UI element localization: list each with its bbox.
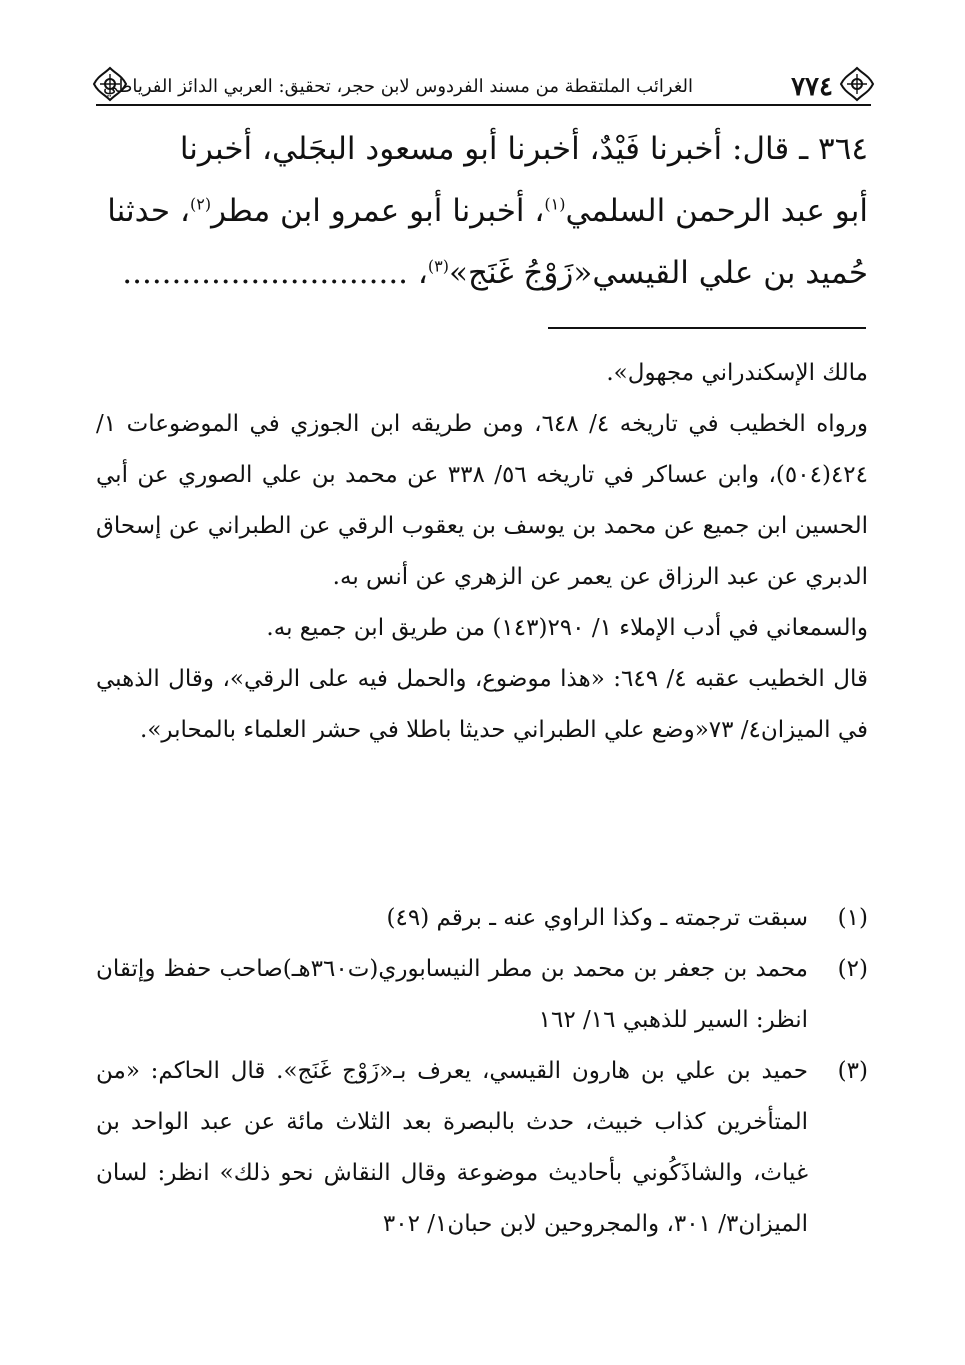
footnote-text: سبقت ترجمته ـ وكذا الراوي عنه ـ برقم (٤٩) (386, 905, 808, 931)
running-title: الغرائب الملتقطة من مسند الفردوس لابن حجر، تحقيق: العربي الدائز الفرياطي (103, 76, 693, 97)
footnote (96, 1046, 868, 1250)
footnote (96, 893, 868, 944)
note-paragraph: والسمعاني في أدب الإملاء ١/ ٢٩٠(١٤٣) من طريق ابن جميع به. (266, 615, 868, 641)
note-paragraph: ورواه الخطيب في تاريخه ٤/ ٦٤٨، ومن طريقه ابن الجوزي في الموضوعات ١/ ٤٢٤(٥٠٤)، وابن عساكر في تاريخه ٥٦/ ٣٣٨ عن محمد بن علي الصوري عن أبي الحسين ابن جميع عن محمد بن يوسف بن يعقوب الرقي عن الطبراني عن إسحاق الدبري عن عبد الرزاق عن يعمر عن الزهري عن أنس به. (96, 411, 869, 590)
header-rule (96, 104, 871, 106)
hadith-line: ٣٦٤ ـ قال: أخبرنا فَيْدٌ، أخبرنا أبو مسعود البجَلي، أخبرنا (179, 131, 868, 167)
page-header (96, 66, 871, 106)
hadith-line: أبو عبد الرحمن السلمي$^{(١)}$، أخبرنا أبو عمرو ابن مطر$^{(٢)}$، حدثنا (107, 193, 868, 229)
footnote-number: (١) (837, 905, 868, 931)
hadith-line: حُميد بن علي القيسي«زَوْجُ غَنَج»$^{(٣)}$، ............................. (122, 255, 868, 291)
footnote-mark: (٣) (427, 256, 449, 276)
footnote-number: (٢) (837, 956, 868, 982)
page-number: ٧٧٤ (791, 72, 833, 102)
footnote-separator (548, 327, 866, 329)
footnote-number: (٣) (837, 1058, 868, 1084)
footnote-text: محمد بن جعفر بن محمد بن مطر النيسابوري(ت٣٦٠هـ)صاحب حفظ وإتقان انظر: السير للذهبي ١٦/ ١٦٢ (96, 956, 808, 1033)
hadith-text (96, 118, 868, 304)
continued-notes (96, 348, 868, 756)
ornament-icon (92, 66, 128, 102)
footnote-text: حميد بن علي بن هارون القيسي، يعرف بـ«زَوْج غَنَج». قال الحاكم: «من المتأخرين كذاب خبيث، حدث بالبصرة بعد الثلاث مائة عن عبد الواحد بن غياث، والشاذَكُوني بأحاديث موضوعة وقال النقاش نحو ذلك» انظر: لسان الميزان٣/ ٣٠١، والمجروحين لابن حبان١/ ٣٠٢ (96, 1058, 808, 1237)
footnotes (96, 893, 868, 1250)
ornament-icon (839, 66, 875, 102)
footnote (96, 944, 868, 1046)
footnote-mark: (١) (544, 194, 566, 214)
footnote-mark: (٢) (189, 194, 212, 214)
note-paragraph: قال الخطيب عقبه ٤/ ٦٤٩: «هذا موضوع، والحمل فيه على الرقي»، وقال الذهبي في الميزان٤/ ٧٣«وضع علي الطبراني حديثا باطلا في حشر العلماء بالمحابر». (96, 666, 868, 743)
note-paragraph: مالك الإسكندراني مجهول». (606, 360, 868, 386)
